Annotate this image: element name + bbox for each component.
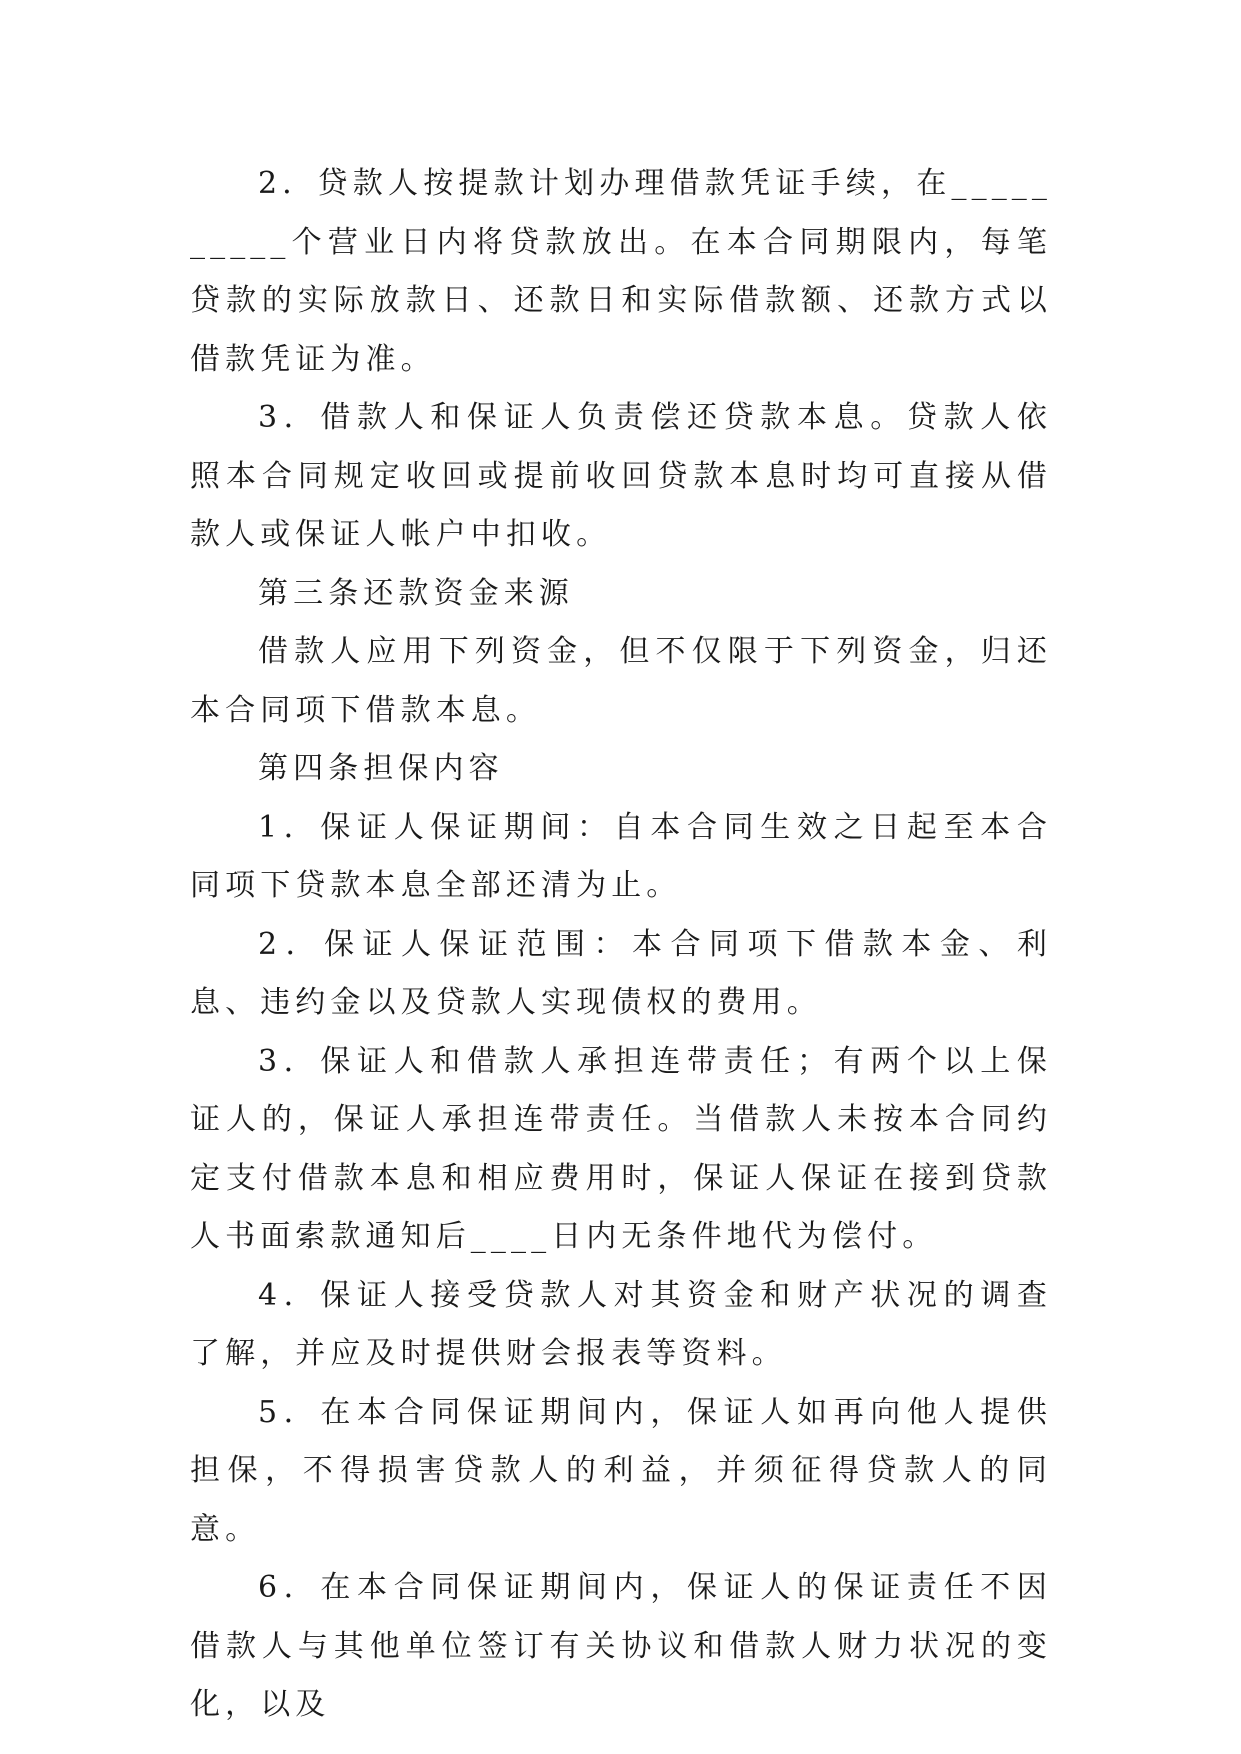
article-3-body: 借款人应用下列资金，但不仅限于下列资金，归还本合同项下借款本息。 (190, 634, 1052, 728)
article-3-heading: 第三条还款资金来源 (258, 575, 574, 611)
article-4-heading: 第四条担保内容 (258, 751, 504, 786)
guarantee-clause-4: 4．保证人接受贷款人对其资金和财产状况的调查了解，并应及时提供财会报表等资料。 (190, 1277, 1052, 1371)
clause-2-loan-disbursement: 2．贷款人按提款计划办理借款凭证手续，在__________个营业日内将贷款放出。在本合同期限内，每笔贷款的实际放款日、还款日和实际借款额、还款方式以借款凭证为准。 (190, 166, 1052, 377)
clause-3-repayment-responsibility: 3．借款人和保证人负责偿还贷款本息。贷款人依照本合同规定收回或提前收回贷款本息时均可直接从借款人或保证人帐户中扣收。 (190, 400, 1052, 552)
guarantee-clause-5: 5．在本合同保证期间内，保证人如再向他人提供担保，不得损害贷款人的利益，并须征得贷款人的同意。 (190, 1394, 1052, 1547)
guarantee-clause-3: 3．保证人和借款人承担连带责任；有两个以上保证人的，保证人承担连带责任。当借款人未按本合同约定支付借款本息和相应费用时，保证人保证在接到贷款人书面索款通知后____日内无条件地代为偿付。 (190, 1043, 1052, 1254)
guarantee-clause-1: 1．保证人保证期间：自本合同生效之日起至本合同项下贷款本息全部还清为止。 (190, 809, 1052, 903)
document-page (190, 155, 1052, 1735)
guarantee-clause-2: 2．保证人保证范围：本合同项下借款本金、利息、违约金以及贷款人实现债权的费用。 (190, 926, 1052, 1020)
guarantee-clause-6: 6．在本合同保证期间内，保证人的保证责任不因借款人与其他单位签订有关协议和借款人财力状况的变化，以及 (190, 1570, 1052, 1722)
